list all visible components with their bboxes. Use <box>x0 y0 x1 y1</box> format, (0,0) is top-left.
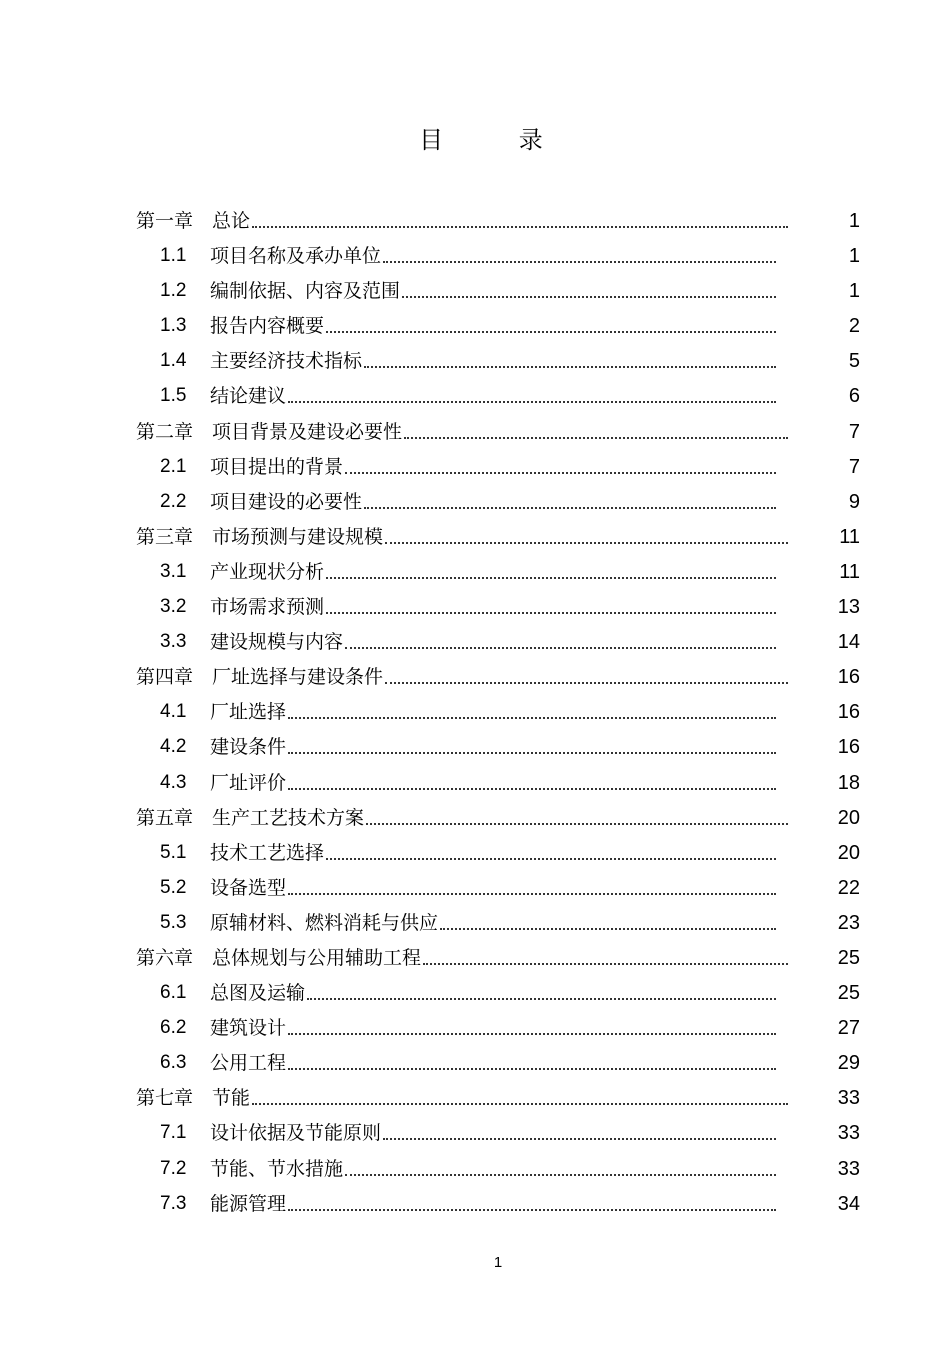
toc-dot-leader <box>383 261 776 263</box>
toc-section-entry[interactable] <box>0 1187 950 1222</box>
toc-entry-label: 能源管理 <box>210 1192 287 1215</box>
toc-dot-leader <box>288 401 776 403</box>
toc-dot-leader <box>252 226 788 228</box>
toc-entry-page: 27 <box>837 1017 860 1040</box>
toc-entry-number: 3.3 <box>160 631 187 653</box>
toc-entry-label: 主要经济技术指标 <box>210 350 363 373</box>
toc-entry-label: 总图及运输 <box>210 982 306 1005</box>
toc-entry-label: 节能、节水措施 <box>210 1157 344 1180</box>
toc-entry-label: 编制依据、内容及范围 <box>210 280 401 303</box>
toc-dot-leader <box>345 647 776 649</box>
toc-entry-label: 设备选型 <box>210 876 287 899</box>
toc-entry-page: 18 <box>837 771 860 794</box>
toc-entry-page: 16 <box>837 736 860 759</box>
toc-entry-number: 3.2 <box>160 596 187 618</box>
toc-dot-leader <box>288 1209 776 1211</box>
toc-entry-number: 7.3 <box>160 1192 187 1214</box>
toc-section-entry[interactable] <box>0 309 950 344</box>
toc-entry-page: 33 <box>837 1122 860 1145</box>
toc-entry-page: 5 <box>848 350 860 373</box>
toc-dot-leader <box>326 612 776 614</box>
toc-entry-label: 厂址评价 <box>210 771 287 794</box>
toc-section-entry[interactable] <box>0 976 950 1011</box>
toc-entry-label: 公用工程 <box>210 1052 287 1075</box>
toc-entry-page: 11 <box>839 525 860 548</box>
toc-entry-number: 2.1 <box>160 455 187 477</box>
toc-entry-number: 1.3 <box>160 315 187 337</box>
toc-entry-page: 23 <box>837 911 860 934</box>
toc-dot-leader <box>288 1068 776 1070</box>
toc-entry-number: 4.3 <box>160 771 187 793</box>
toc-entry-label: 建设条件 <box>210 736 287 759</box>
toc-section-entry[interactable] <box>0 625 950 660</box>
toc-dot-leader <box>364 366 776 368</box>
page-title: 目 录 <box>419 126 577 154</box>
toc-dot-leader <box>364 507 776 509</box>
toc-chapter-entry[interactable] <box>0 415 950 450</box>
toc-entry-page: 1 <box>848 245 860 268</box>
toc-entry-label: 结论建议 <box>210 385 287 408</box>
toc-dot-leader <box>288 752 776 754</box>
toc-section-entry[interactable] <box>0 906 950 941</box>
toc-entry-page: 13 <box>837 596 860 619</box>
toc-entry-label: 厂址选择 <box>210 701 287 724</box>
table-of-contents <box>0 204 950 1222</box>
toc-entry-label: 第一章 总论 <box>136 210 251 232</box>
toc-section-entry[interactable] <box>0 730 950 765</box>
toc-entry-label: 产业现状分析 <box>210 560 325 583</box>
toc-dot-leader <box>288 1033 776 1035</box>
toc-entry-number: 4.2 <box>160 736 187 758</box>
toc-section-entry[interactable] <box>0 1116 950 1151</box>
toc-chapter-entry[interactable] <box>0 801 950 836</box>
toc-section-entry[interactable] <box>0 766 950 801</box>
page-number: 1 <box>493 1254 503 1271</box>
toc-entry-label: 第四章 厂址选择与建设条件 <box>136 666 384 689</box>
toc-section-entry[interactable] <box>0 695 950 730</box>
toc-entry-page: 29 <box>837 1052 860 1075</box>
toc-section-entry[interactable] <box>0 1046 950 1081</box>
toc-entry-label: 项目名称及承办单位 <box>210 245 382 268</box>
toc-entry-label: 建筑设计 <box>210 1017 287 1040</box>
toc-chapter-entry[interactable] <box>0 1081 950 1116</box>
toc-entry-page: 2 <box>848 315 860 338</box>
toc-entry-page: 20 <box>837 806 860 829</box>
toc-entry-label: 技术工艺选择 <box>210 841 325 864</box>
toc-section-entry[interactable] <box>0 274 950 309</box>
toc-entry-page: 22 <box>837 876 860 899</box>
toc-section-entry[interactable] <box>0 590 950 625</box>
toc-entry-number: 5.3 <box>160 911 187 933</box>
toc-entry-page: 25 <box>837 982 860 1005</box>
toc-entry-label: 第七章 节能 <box>136 1087 251 1110</box>
toc-entry-page: 6 <box>848 385 860 408</box>
toc-entry-number: 1.5 <box>160 385 187 407</box>
toc-dot-leader <box>288 893 776 895</box>
toc-entry-label: 项目提出的背景 <box>210 455 344 478</box>
toc-section-entry[interactable] <box>0 344 950 379</box>
toc-section-entry[interactable] <box>0 836 950 871</box>
toc-entry-label: 市场需求预测 <box>210 596 325 619</box>
toc-entry-page: 34 <box>837 1192 860 1215</box>
toc-dot-leader <box>383 1138 776 1140</box>
toc-entry-number: 7.1 <box>160 1122 187 1144</box>
toc-chapter-entry[interactable] <box>0 941 950 976</box>
toc-entry-page: 1 <box>848 210 860 232</box>
toc-entry-label: 设计依据及节能原则 <box>210 1122 382 1145</box>
toc-dot-leader <box>404 437 788 439</box>
toc-entry-page: 33 <box>837 1087 860 1110</box>
toc-entry-label: 第六章 总体规划与公用辅助工程 <box>136 946 422 969</box>
toc-entry-number: 1.1 <box>160 245 187 267</box>
toc-entry-number: 7.2 <box>160 1157 187 1179</box>
toc-entry-page: 11 <box>839 560 860 583</box>
toc-entry-page: 7 <box>848 420 860 443</box>
toc-entry-label: 报告内容概要 <box>210 315 325 338</box>
toc-entry-number: 4.1 <box>160 701 187 723</box>
toc-entry-number: 1.2 <box>160 280 187 302</box>
toc-entry-page: 25 <box>837 946 860 969</box>
toc-entry-number: 5.1 <box>160 841 187 863</box>
toc-section-entry[interactable] <box>0 379 950 414</box>
toc-entry-page: 14 <box>837 631 860 654</box>
toc-entry-label: 第二章 项目背景及建设必要性 <box>136 420 403 443</box>
toc-section-entry[interactable] <box>0 1152 950 1187</box>
toc-dot-leader <box>288 717 776 719</box>
toc-entry-page: 1 <box>848 280 860 303</box>
toc-dot-leader <box>326 331 776 333</box>
toc-entry-page: 33 <box>837 1157 860 1180</box>
toc-entry-page: 16 <box>837 666 860 689</box>
toc-section-entry[interactable] <box>0 871 950 906</box>
toc-chapter-entry[interactable] <box>0 660 950 695</box>
toc-dot-leader <box>423 963 788 965</box>
toc-entry-label: 第五章 生产工艺技术方案 <box>136 806 365 829</box>
toc-chapter-entry[interactable] <box>0 520 950 555</box>
toc-entry-page: 9 <box>848 490 860 513</box>
toc-dot-leader <box>307 998 776 1000</box>
toc-section-entry[interactable] <box>0 555 950 590</box>
toc-dot-leader <box>345 472 776 474</box>
toc-entry-number: 6.1 <box>160 982 187 1004</box>
toc-dot-leader <box>326 577 776 579</box>
toc-entry-number: 6.2 <box>160 1017 187 1039</box>
toc-section-entry[interactable] <box>0 239 950 274</box>
toc-entry-number: 2.2 <box>160 490 187 512</box>
toc-dot-leader <box>385 682 788 684</box>
toc-entry-page: 20 <box>837 841 860 864</box>
toc-section-entry[interactable] <box>0 450 950 485</box>
toc-entry-label: 第三章 市场预测与建设规模 <box>136 525 384 548</box>
toc-dot-leader <box>440 928 776 930</box>
toc-dot-leader <box>402 296 776 298</box>
toc-dot-leader <box>366 823 788 825</box>
toc-entry-number: 1.4 <box>160 350 187 372</box>
toc-dot-leader <box>252 1103 788 1105</box>
toc-section-entry[interactable] <box>0 485 950 520</box>
toc-dot-leader <box>326 858 776 860</box>
toc-entry-page: 7 <box>848 455 860 478</box>
toc-dot-leader <box>345 1174 776 1176</box>
toc-chapter-entry[interactable] <box>0 204 950 239</box>
toc-entry-number: 3.1 <box>160 560 187 582</box>
toc-entry-page: 16 <box>837 701 860 724</box>
toc-entry-label: 项目建设的必要性 <box>210 490 363 513</box>
toc-section-entry[interactable] <box>0 1011 950 1046</box>
toc-entry-label: 建设规模与内容 <box>210 631 344 654</box>
toc-dot-leader <box>385 542 788 544</box>
toc-dot-leader <box>288 788 776 790</box>
toc-entry-number: 6.3 <box>160 1052 187 1074</box>
toc-entry-number: 5.2 <box>160 876 187 898</box>
toc-entry-label: 原辅材料、燃料消耗与供应 <box>210 911 439 934</box>
